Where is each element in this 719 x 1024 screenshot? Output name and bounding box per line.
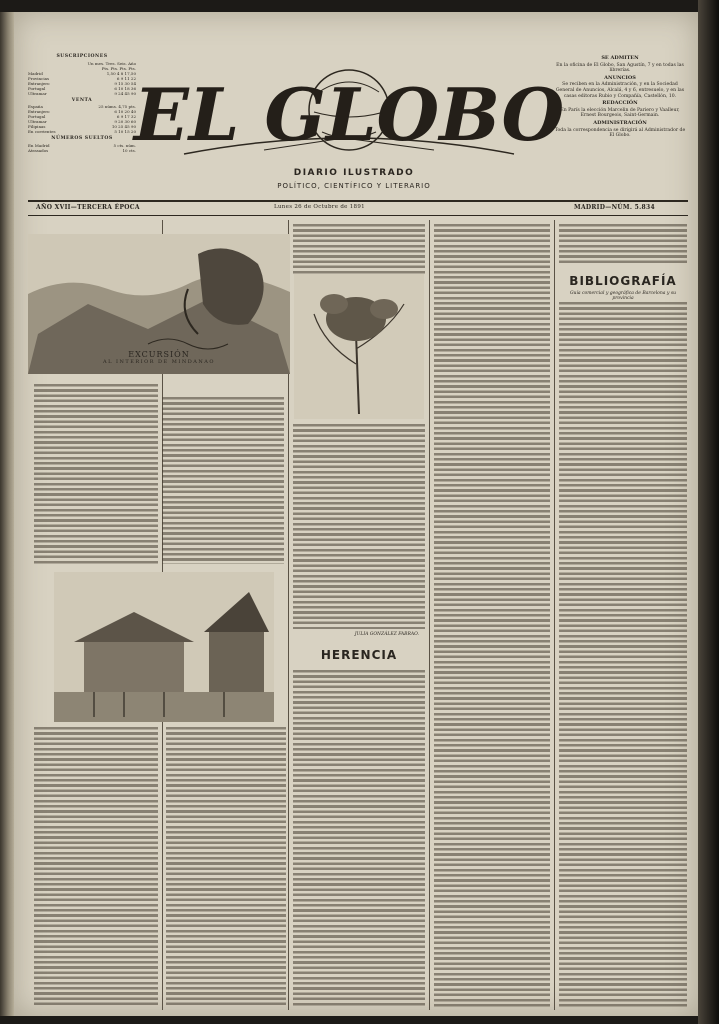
loose-row-label: En Madrid: [28, 142, 50, 148]
subscriptions-periods: Un mes. Tres. Seis. Año: [87, 60, 136, 66]
village-engraving: [54, 572, 274, 722]
subscriptions-box: [28, 52, 136, 153]
flower-illustration: [294, 274, 424, 419]
page-edge-shadow: [698, 0, 719, 1024]
column-2-text-bottom: [166, 727, 286, 1007]
loose-row-values: 10 cts.: [122, 147, 136, 153]
logo-title: EL GLOBO: [133, 72, 565, 157]
column-4-text: [434, 224, 550, 1007]
column-1-text-top: [34, 384, 158, 564]
ads-line-2: Se reciben en la Administración, y en la Sociedad General de Anuncios, Alcalá, 4 y 6, entresuelo, y en las casas editoras Rubio y Compañía, Castellón, 10.: [555, 82, 685, 99]
column-divider-4: [554, 220, 555, 1010]
masthead-logo: [133, 62, 565, 162]
sale-row-label: Portugal: [28, 114, 46, 120]
column-2-text-top: [162, 397, 284, 564]
ads-heading-4: ADMINISTRACIÓN: [593, 119, 647, 126]
herencia-title: HERENCIA: [320, 648, 398, 662]
plant-engraving: [294, 274, 424, 419]
masthead-subtitle: DIARIO ILUSTRADO: [293, 168, 415, 178]
subscriptions-currency: Pts. Pts. Pts. Pts.: [101, 65, 136, 71]
sub-row-values: 6 10 18 36: [114, 85, 136, 91]
column-3-text-bottom: [293, 670, 425, 1007]
sale-row: [28, 129, 136, 134]
bibliografia-lead: Guía comercial y geográfica de Barcelona y su provincia: [569, 291, 677, 301]
sale-row-values: 10 25 45 90: [111, 124, 136, 130]
ads-line-4: Toda la correspondencia se dirigirá al Administrador de El Globo.: [554, 127, 686, 139]
excursion-subcaption: AL INTERIOR DE MINDANAO: [103, 359, 215, 365]
sub-row-label: Provincias: [28, 75, 50, 81]
issue-number: MADRID—NÚM. 5.834: [574, 204, 655, 211]
signature-box: [293, 630, 425, 640]
newspaper-page: [14, 12, 698, 1016]
sub-row-values: 9 24 45 90: [114, 90, 136, 96]
sale-heading: VENTA: [71, 97, 93, 103]
excursion-caption-box: [28, 350, 290, 380]
binding-spine: [0, 12, 14, 1016]
sub-row-values: 6 9 11 22: [116, 75, 136, 81]
sub-row-values: 1,50 4 8 17,50: [106, 70, 136, 76]
sale-row-label: En corrientes: [28, 129, 56, 135]
sub-row-label: Ultramar: [28, 90, 47, 96]
sub-row-label: Madrid: [28, 70, 43, 76]
sub-row-label: Extranjero: [28, 80, 50, 86]
column-3-text-top: [293, 224, 425, 274]
ads-heading: SE ADMITEN: [601, 55, 639, 61]
sale-row-values: 25 núms. 4,75 pts.: [98, 104, 136, 110]
sub-row-label: Portugal: [28, 85, 46, 91]
loose-heading: NÚMEROS SUELTOS: [51, 136, 113, 142]
article-signature: JULIA GONZÁLEZ FABRAO.: [354, 632, 419, 637]
masthead-rule-bottom: [28, 215, 688, 216]
sale-row-label: Ultramar: [28, 119, 47, 125]
masthead-rule-top: [28, 200, 688, 202]
sale-row-label: Filipinas: [28, 124, 46, 130]
column-divider-3: [429, 220, 430, 1010]
ads-heading-3: REDACCIÓN: [602, 100, 638, 107]
subscriptions-heading: SUSCRIPCIONES: [56, 54, 108, 59]
excursion-caption: EXCURSIÓN: [128, 350, 190, 359]
column-5-text: [559, 302, 687, 1007]
sub-row: [28, 91, 136, 96]
herencia-heading-box: [293, 644, 425, 664]
column-3-text-middle: [293, 424, 425, 629]
village-illustration: [54, 572, 274, 722]
sale-row-values: 5 10 15 20: [114, 129, 136, 135]
sale-row-label: España: [28, 104, 43, 110]
column-5-text-top: [559, 224, 687, 264]
loose-row: [28, 148, 136, 153]
edition-label: AÑO XVII—TERCERA ÉPOCA: [36, 204, 140, 211]
sale-row-values: 6 9 17 32: [116, 114, 136, 120]
loose-row-label: Atrasados: [28, 147, 49, 153]
sub-row-values: 9 15 30 54: [114, 80, 136, 86]
logo-ornament: [133, 62, 565, 162]
sale-row-values: 6 10 20 40: [114, 109, 136, 115]
ads-heading-2: ANUNCIOS: [604, 74, 636, 81]
sale-row-values: 9 20 30 60: [114, 119, 136, 125]
column-1-text-bottom: [34, 727, 158, 1007]
ads-line-3: En París la elección Marcelin de Pariero y Vaalleur, Ernest Bourgeois, Saint-Germain.: [560, 107, 680, 119]
bibliografia-heading-box: [559, 270, 687, 301]
masthead-subtitle-2: POLÍTICO, CIENTÍFICO Y LITERARIO: [277, 182, 431, 190]
sale-row-label: Extranjero: [28, 109, 50, 115]
ads-line-1: En la oficina de El Globo, San Agustín, 7 y en todas las librerías.: [556, 62, 684, 74]
bibliografia-title: BIBLIOGRAFÍA: [569, 274, 677, 288]
advertising-box: [554, 54, 686, 141]
loose-row-values: 5 cts. núm.: [113, 142, 136, 148]
issue-date: Lunes 26 de Octubre de 1891: [274, 204, 365, 210]
